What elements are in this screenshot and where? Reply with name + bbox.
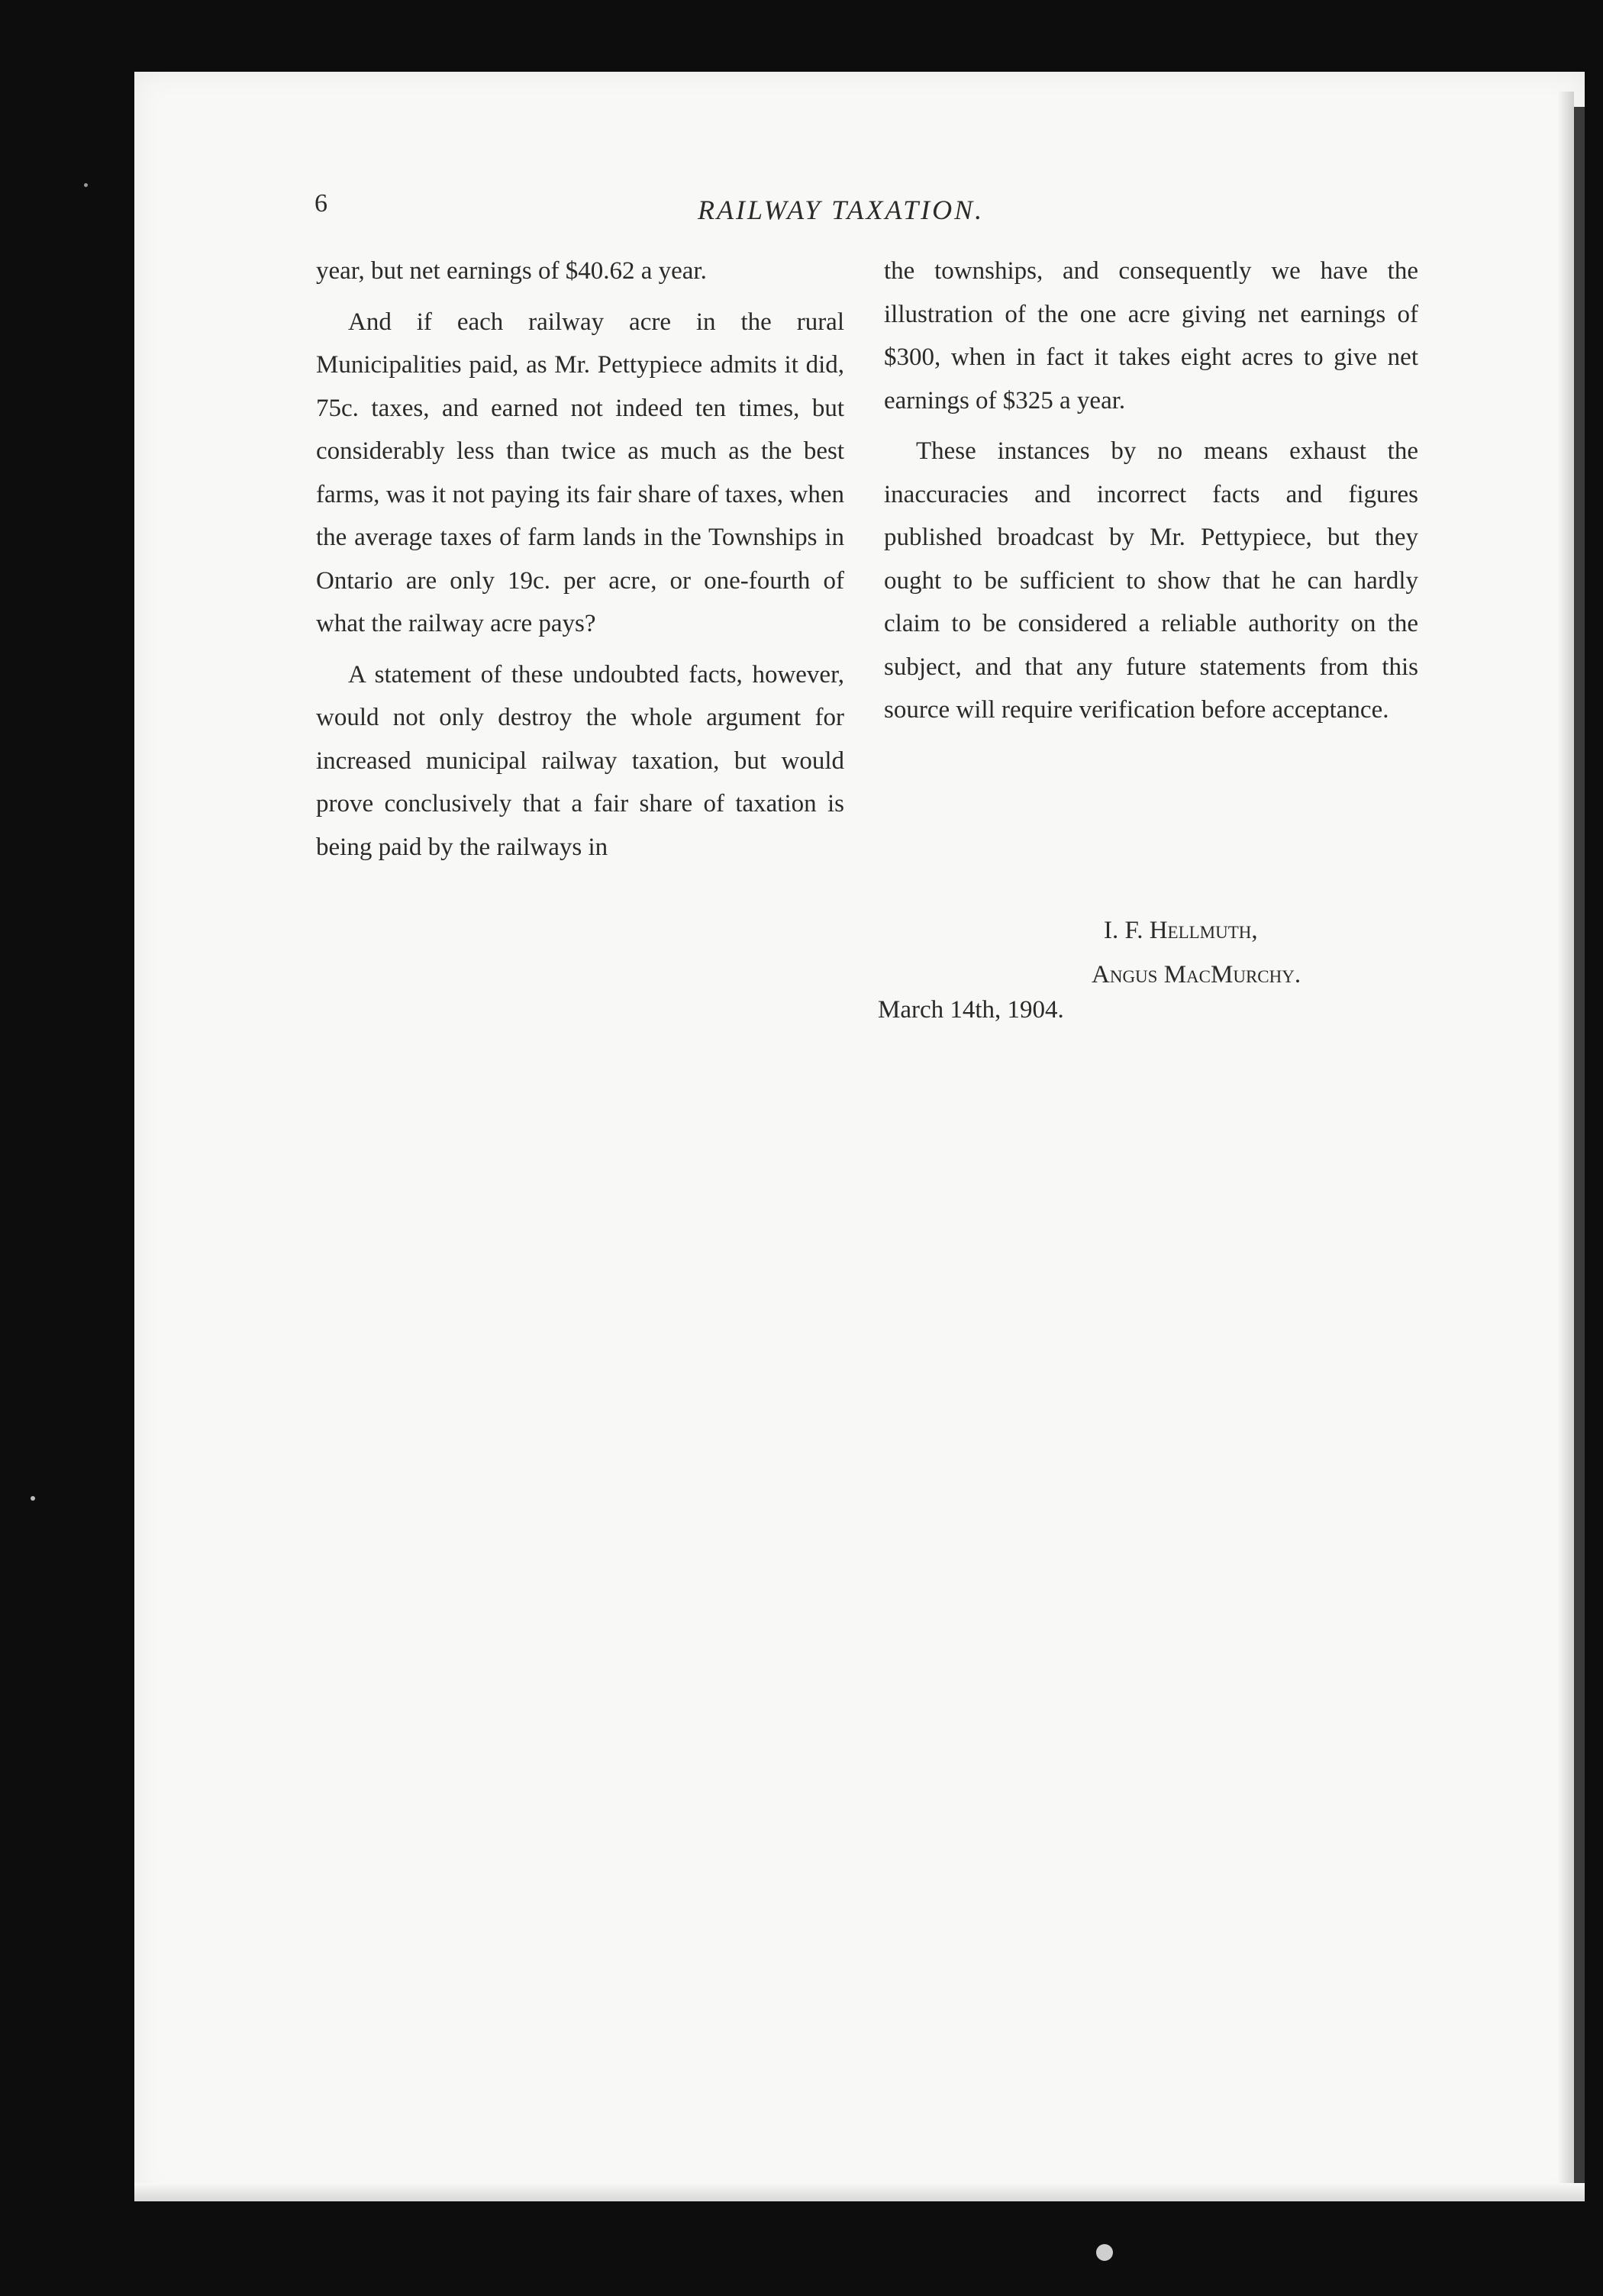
page-bottom-shadow <box>134 2183 1585 2201</box>
page-number: 6 <box>314 189 327 218</box>
paragraph: A statement of these undoubted facts, however, would not only destroy the whole argument for increased municipal railway taxation, but would prove conclusively that a fair share of taxation is being paid by the railways in <box>316 660 844 861</box>
paragraph: the townships, and consequently we have the illustration of the one acre giving net earnings of $300, when in fact it takes eight acres to give net earnings of $325 a year. <box>884 257 1418 414</box>
right-column <box>884 250 1418 740</box>
paragraph: These instances by no means exhaust the inaccuracies and incorrect facts and figures published broadcast by Mr. Pettypiece, but they ought to be sufficient to show that he can hardly claim to be considered a reliable authority on the subject, and that any future statements from this source will require verification before acceptance. <box>884 437 1418 724</box>
signature-block <box>1092 908 1301 997</box>
scan-speck <box>84 183 88 187</box>
page-fold-shadow <box>1557 92 1574 2201</box>
paragraph: And if each railway acre in the rural Municipalities paid, as Mr. Pettypiece admits it did, 75c. taxes, and earned not indeed ten times, but considerably less than twice as much as the best farms, was it not paying its fair share of taxes, when the average taxes of farm lands in the Townships in Ontario are only 19c. per acre, or one-fourth of what the railway acre pays? <box>316 308 844 637</box>
running-head: RAILWAY TAXATION. <box>698 195 985 225</box>
left-column <box>316 250 844 876</box>
signature-macmurchy: Angus MacMurchy. <box>1092 961 1301 988</box>
paragraph: year, but net earnings of $40.62 a year. <box>316 257 707 285</box>
signature-hellmuth: I. F. Hellmuth, <box>1104 917 1258 944</box>
date-line: March 14th, 1904. <box>878 996 1064 1024</box>
page-edge <box>1574 107 1585 2201</box>
scan-speck <box>1096 2244 1113 2261</box>
scan-speck <box>31 1496 35 1501</box>
